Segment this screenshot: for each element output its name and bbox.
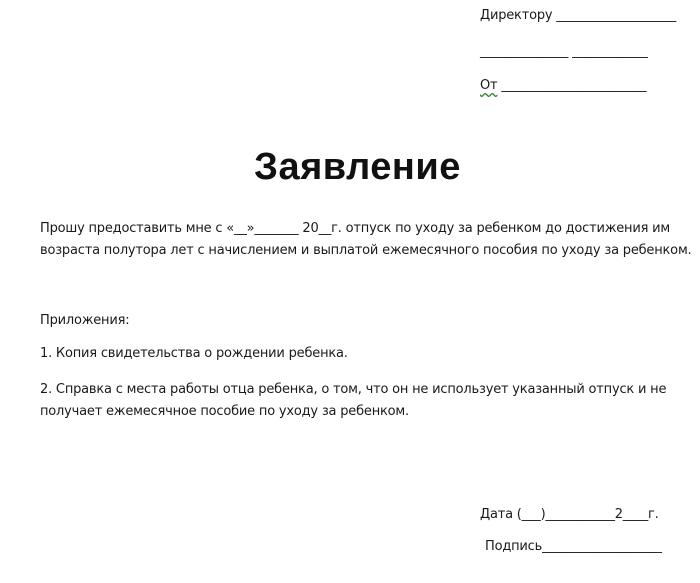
request-text-line-2: возраста полутора лет с начислением и выплатой ежемесячного пособия по уходу за ребенком. [40, 243, 692, 258]
from-line [480, 78, 646, 93]
addressee-director-line: Директору ___________________ [480, 8, 677, 23]
from-blank: _______________________ [497, 78, 647, 93]
addressee-blank-line: ______________ ____________ [480, 44, 648, 59]
attachments-heading: Приложения: [40, 313, 130, 328]
attachment-item-1: 1. Копия свидетельства о рождении ребенка. [40, 346, 348, 361]
document-title: Заявление [254, 146, 461, 188]
date-line: Дата (___)___________2____г. [480, 507, 659, 522]
from-label: От [480, 78, 498, 93]
attachment-item-2-line-1: 2. Справка с места работы отца ребенка, о том, что он не использует указанный отпуск и не [40, 382, 667, 397]
request-text-line-1: Прошу предоставить мне с «__»_______ 20__г. отпуск по уходу за ребенком до достижения им [40, 221, 671, 236]
attachment-item-2-line-2: получает ежемесячное пособие по уходу за ребенком. [40, 404, 409, 419]
signature-line: Подпись___________________ [485, 539, 662, 554]
